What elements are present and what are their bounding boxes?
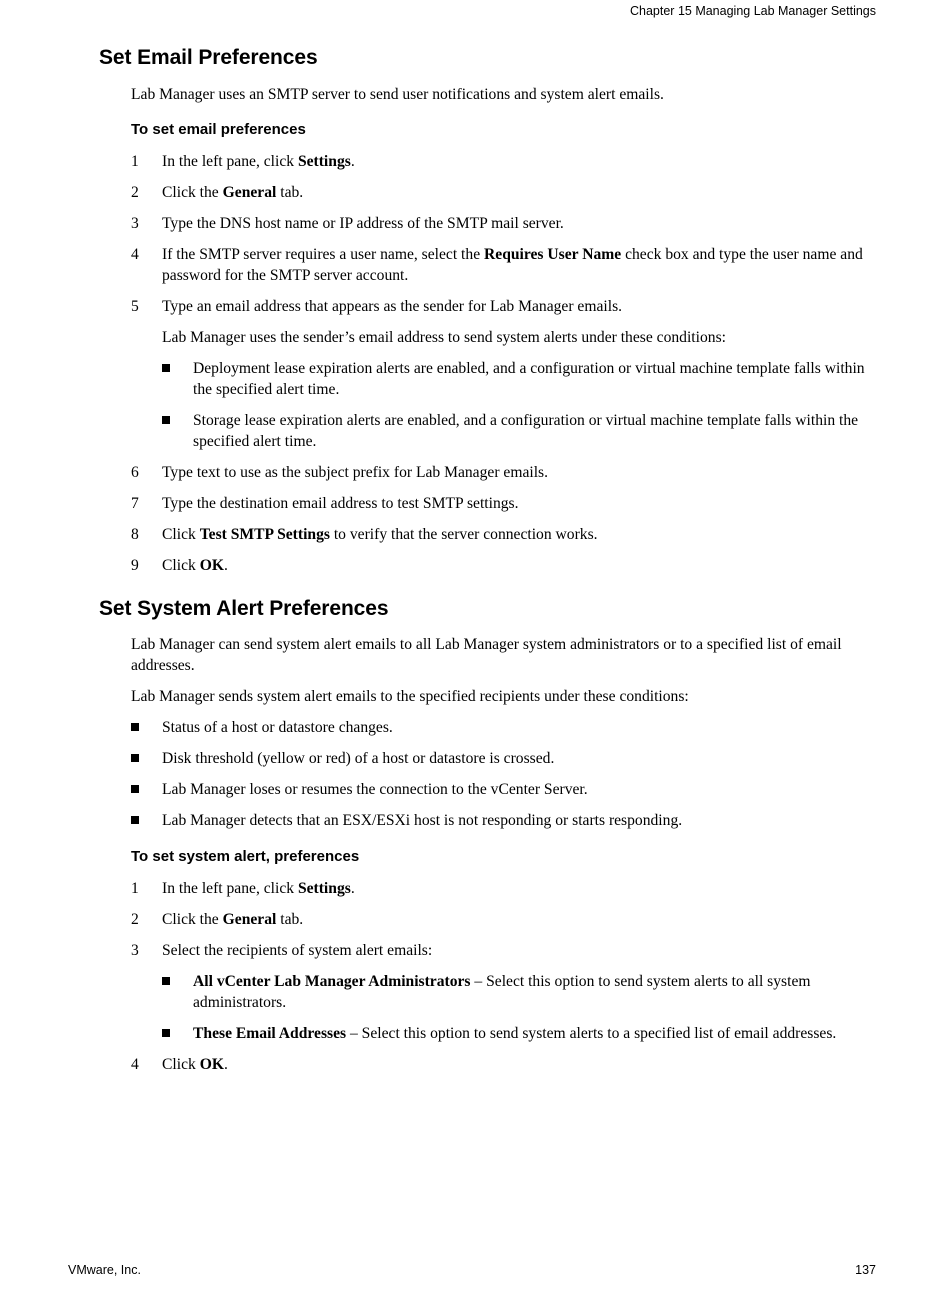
step-number: 2 bbox=[131, 184, 139, 201]
step-number: 8 bbox=[131, 526, 139, 543]
bullet-square-icon bbox=[162, 416, 170, 424]
step-number: 9 bbox=[131, 557, 139, 574]
bullet-square-icon bbox=[131, 816, 139, 824]
intro-paragraph: Lab Manager can send system alert emails to all Lab Manager system administrators or to a specified list of email addresses. bbox=[131, 636, 842, 674]
procedure-title: To set email preferences bbox=[131, 121, 306, 138]
page-number: 137 bbox=[855, 1263, 876, 1277]
step-number: 1 bbox=[131, 153, 139, 170]
bullet-square-icon bbox=[162, 364, 170, 372]
step-text: Click OK. bbox=[162, 557, 228, 574]
footer-company: VMware, Inc. bbox=[68, 1263, 141, 1277]
intro-paragraph: Lab Manager uses an SMTP server to send user notifications and system alert emails. bbox=[131, 86, 664, 103]
step-number: 5 bbox=[131, 298, 139, 315]
running-header: Chapter 15 Managing Lab Manager Settings bbox=[630, 4, 876, 18]
step-text: Click the General tab. bbox=[162, 911, 304, 928]
step-text: Select the recipients of system alert emails: bbox=[162, 942, 433, 959]
step-number: 4 bbox=[131, 1056, 139, 1073]
step-text: Click Test SMTP Settings to verify that the server connection works. bbox=[162, 526, 598, 543]
bullet-square-icon bbox=[162, 1029, 170, 1037]
step-text: In the left pane, click Settings. bbox=[162, 880, 355, 897]
conditions-intro: Lab Manager sends system alert emails to the specified recipients under these conditions: bbox=[131, 688, 689, 705]
step-number: 2 bbox=[131, 911, 139, 928]
step-number: 3 bbox=[131, 215, 139, 232]
bullet-square-icon bbox=[131, 754, 139, 762]
step-number: 4 bbox=[131, 246, 139, 263]
step-text: Type an email address that appears as the sender for Lab Manager emails. bbox=[162, 298, 623, 315]
step-text: Type the destination email address to test SMTP settings. bbox=[162, 495, 519, 512]
step-5-note: Lab Manager uses the sender’s email address to send system alerts under these conditions: bbox=[162, 329, 726, 346]
step-text: If the SMTP server requires a user name, select the Requires User Name check box and type the user name and password for the SMTP server account. bbox=[162, 246, 863, 284]
procedure-title: To set system alert, preferences bbox=[131, 848, 360, 865]
step-text: In the left pane, click Settings. bbox=[162, 153, 355, 170]
step-number: 1 bbox=[131, 880, 139, 897]
bullet-square-icon bbox=[131, 785, 139, 793]
step-number: 7 bbox=[131, 495, 139, 512]
section-title-email-preferences: Set Email Preferences bbox=[99, 46, 318, 69]
step-text: Click OK. bbox=[162, 1056, 228, 1073]
step-number: 3 bbox=[131, 942, 139, 959]
step-number: 6 bbox=[131, 464, 139, 481]
bullet-square-icon bbox=[162, 977, 170, 985]
step-text: Type the DNS host name or IP address of the SMTP mail server. bbox=[162, 215, 564, 232]
bullet-square-icon bbox=[131, 723, 139, 731]
step-text: Type text to use as the subject prefix for Lab Manager emails. bbox=[162, 464, 549, 481]
step-text: Click the General tab. bbox=[162, 184, 304, 201]
section-title-system-alert-preferences: Set System Alert Preferences bbox=[99, 597, 389, 620]
